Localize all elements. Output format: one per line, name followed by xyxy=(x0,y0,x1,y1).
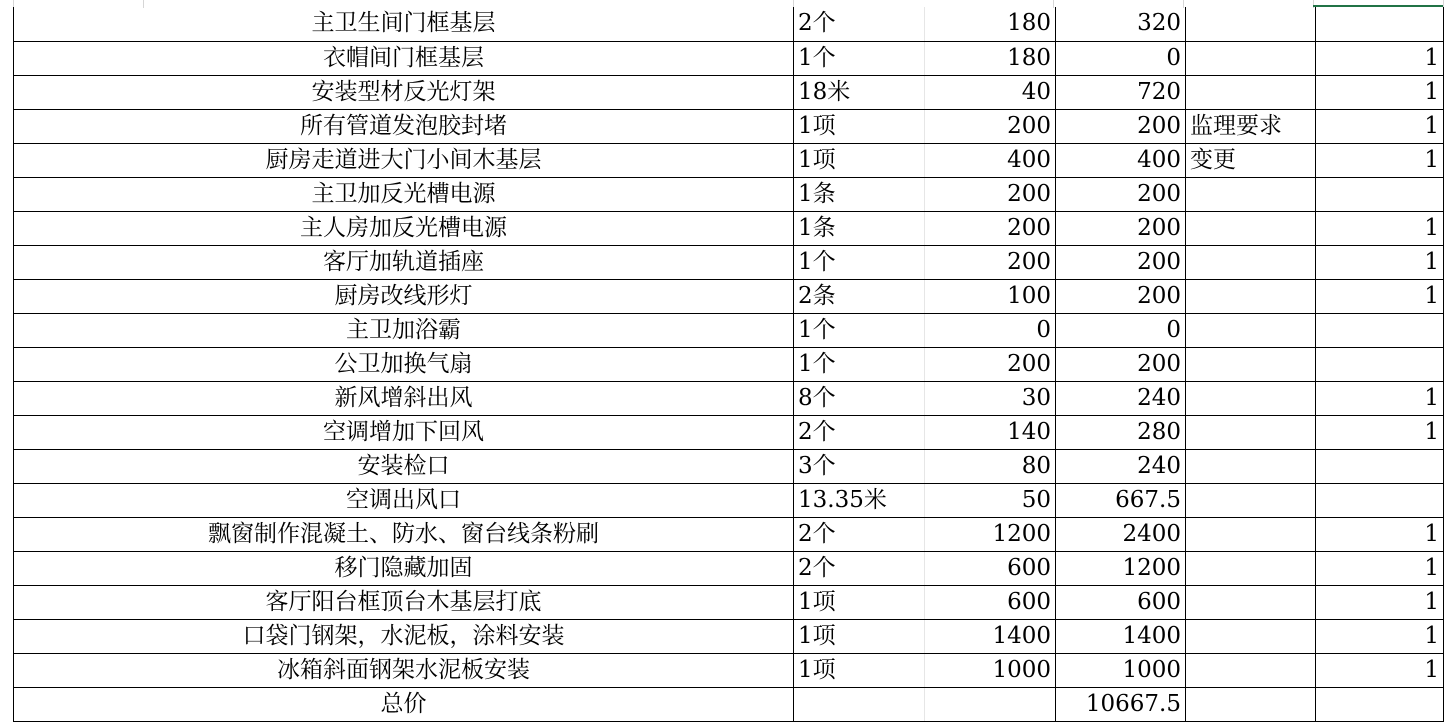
cell-flag[interactable]: 1 xyxy=(1316,585,1444,619)
cell-quantity[interactable]: 2个 xyxy=(794,7,925,41)
cell-note[interactable] xyxy=(1186,687,1316,721)
cell-item[interactable]: 厨房改线形灯 xyxy=(14,279,794,313)
cell-unit-price[interactable]: 80 xyxy=(925,449,1056,483)
table-row xyxy=(14,449,1444,483)
cell-note[interactable] xyxy=(1186,41,1316,75)
cell-quantity[interactable]: 1条 xyxy=(794,211,925,245)
cell-note[interactable] xyxy=(1186,75,1316,109)
cell-note[interactable] xyxy=(1186,347,1316,381)
cell-quantity[interactable]: 1项 xyxy=(794,619,925,653)
table-row xyxy=(14,313,1444,347)
cell-note[interactable] xyxy=(1186,653,1316,687)
cell-quantity[interactable]: 1项 xyxy=(794,585,925,619)
cell-item[interactable]: 空调出风口 xyxy=(14,483,794,517)
cell-total[interactable]: 200 xyxy=(1056,109,1186,143)
cell-item[interactable]: 厨房走道进大门小间木基层 xyxy=(14,143,794,177)
cell-quantity[interactable] xyxy=(794,687,925,721)
cell-unit-price[interactable]: 100 xyxy=(925,279,1056,313)
cell-total[interactable]: 200 xyxy=(1056,211,1186,245)
cell-quantity[interactable]: 1个 xyxy=(794,313,925,347)
cell-quantity[interactable]: 1项 xyxy=(794,143,925,177)
cell-quantity[interactable]: 8个 xyxy=(794,381,925,415)
table-row xyxy=(14,279,1444,313)
table-row xyxy=(14,551,1444,585)
cell-note[interactable] xyxy=(1186,415,1316,449)
cell-total[interactable]: 200 xyxy=(1056,347,1186,381)
cell-quantity[interactable]: 18米 xyxy=(794,75,925,109)
cell-unit-price[interactable]: 600 xyxy=(925,551,1056,585)
cell-flag[interactable]: 1 xyxy=(1316,517,1444,551)
cell-note[interactable] xyxy=(1186,585,1316,619)
cell-unit-price[interactable]: 600 xyxy=(925,585,1056,619)
cell-unit-price[interactable]: 200 xyxy=(925,109,1056,143)
cell-quantity[interactable]: 1项 xyxy=(794,653,925,687)
cell-note[interactable] xyxy=(1186,279,1316,313)
cell-flag[interactable] xyxy=(1316,449,1444,483)
cell-item[interactable]: 冰箱斜面钢架水泥板安装 xyxy=(14,653,794,687)
table-row xyxy=(14,245,1444,279)
cell-quantity[interactable]: 1个 xyxy=(794,347,925,381)
cell-note[interactable] xyxy=(1186,245,1316,279)
cell-quantity[interactable]: 2个 xyxy=(794,517,925,551)
cell-item[interactable]: 口袋门钢架，水泥板，涂料安装 xyxy=(14,619,794,653)
table-row xyxy=(14,347,1444,381)
cell-total[interactable]: 0 xyxy=(1056,313,1186,347)
cell-quantity[interactable]: 1个 xyxy=(794,245,925,279)
cell-flag[interactable]: 1 xyxy=(1316,279,1444,313)
summary-label-cell[interactable]: 总价 xyxy=(14,687,794,721)
cell-unit-price[interactable]: 1000 xyxy=(925,653,1056,687)
cell-item[interactable]: 主人房加反光槽电源 xyxy=(14,211,794,245)
cell-flag[interactable]: 1 xyxy=(1316,41,1444,75)
cell-note[interactable] xyxy=(1186,449,1316,483)
cell-note[interactable]: 监理要求 xyxy=(1186,109,1316,143)
cell-item[interactable]: 主卫加浴霸 xyxy=(14,313,794,347)
cell-total[interactable]: 1200 xyxy=(1056,551,1186,585)
cell-item[interactable]: 客厅加轨道插座 xyxy=(14,245,794,279)
cell-item[interactable]: 主卫生间门框基层 xyxy=(14,7,794,41)
cell-quantity[interactable]: 2条 xyxy=(794,279,925,313)
cell-note[interactable] xyxy=(1186,211,1316,245)
cell-item[interactable]: 空调增加下回风 xyxy=(14,415,794,449)
table-row xyxy=(14,177,1444,211)
cell-item[interactable]: 飘窗制作混凝土、防水、窗台线条粉刷 xyxy=(14,517,794,551)
table-row xyxy=(14,7,1444,41)
cell-item[interactable]: 衣帽间门框基层 xyxy=(14,41,794,75)
cell-flag[interactable]: 1 xyxy=(1316,381,1444,415)
cell-unit-price[interactable]: 0 xyxy=(925,313,1056,347)
cell-flag[interactable] xyxy=(1316,313,1444,347)
cell-total[interactable]: 667.5 xyxy=(1056,483,1186,517)
cell-quantity[interactable]: 2个 xyxy=(794,415,925,449)
grid-body xyxy=(14,7,1444,721)
cell-flag[interactable] xyxy=(1316,687,1444,721)
table-row xyxy=(14,653,1444,687)
data-grid xyxy=(13,7,1444,722)
cell-total[interactable]: 240 xyxy=(1056,449,1186,483)
cell-unit-price[interactable]: 200 xyxy=(925,347,1056,381)
cell-item[interactable]: 安装型材反光灯架 xyxy=(14,75,794,109)
cell-flag[interactable]: 1 xyxy=(1316,245,1444,279)
cell-note[interactable] xyxy=(1186,313,1316,347)
cell-total[interactable]: 200 xyxy=(1056,245,1186,279)
cell-total[interactable]: 320 xyxy=(1056,7,1186,41)
cell-unit-price[interactable] xyxy=(925,687,1056,721)
table-row xyxy=(14,415,1444,449)
cell-item[interactable]: 客厅阳台框顶台木基层打底 xyxy=(14,585,794,619)
cell-flag[interactable]: 1 xyxy=(1316,109,1444,143)
table-row xyxy=(14,483,1444,517)
cell-unit-price[interactable]: 1400 xyxy=(925,619,1056,653)
cell-note[interactable] xyxy=(1186,551,1316,585)
cell-note[interactable] xyxy=(1186,177,1316,211)
cell-total[interactable]: 1400 xyxy=(1056,619,1186,653)
table-row xyxy=(14,75,1444,109)
cell-item[interactable]: 公卫加换气扇 xyxy=(14,347,794,381)
table-row xyxy=(14,381,1444,415)
cell-flag[interactable]: 1 xyxy=(1316,653,1444,687)
cell-unit-price[interactable]: 200 xyxy=(925,245,1056,279)
cell-quantity[interactable]: 3个 xyxy=(794,449,925,483)
table-row xyxy=(14,41,1444,75)
table-row xyxy=(14,517,1444,551)
cell-item[interactable]: 主卫加反光槽电源 xyxy=(14,177,794,211)
cell-flag[interactable]: 1 xyxy=(1316,551,1444,585)
cell-flag[interactable] xyxy=(1316,483,1444,517)
cell-note[interactable] xyxy=(1186,517,1316,551)
cell-total[interactable]: 200 xyxy=(1056,279,1186,313)
cell-item[interactable]: 新风增斜出风 xyxy=(14,381,794,415)
cell-quantity[interactable]: 2个 xyxy=(794,551,925,585)
cell-total[interactable]: 280 xyxy=(1056,415,1186,449)
cell-unit-price[interactable]: 50 xyxy=(925,483,1056,517)
cell-unit-price[interactable]: 30 xyxy=(925,381,1056,415)
cell-flag[interactable]: 1 xyxy=(1316,75,1444,109)
cell-total[interactable]: 10667.5 xyxy=(1056,687,1186,721)
cell-flag[interactable]: 1 xyxy=(1316,143,1444,177)
cell-total[interactable]: 200 xyxy=(1056,177,1186,211)
cell-note[interactable] xyxy=(1186,619,1316,653)
cell-unit-price[interactable]: 1200 xyxy=(925,517,1056,551)
table-row xyxy=(14,211,1444,245)
cell-total[interactable]: 240 xyxy=(1056,381,1186,415)
cell-unit-price[interactable]: 180 xyxy=(925,41,1056,75)
table-row xyxy=(14,585,1444,619)
cell-total[interactable]: 2400 xyxy=(1056,517,1186,551)
cell-flag[interactable] xyxy=(1316,347,1444,381)
cell-quantity[interactable]: 1条 xyxy=(794,177,925,211)
cell-item[interactable]: 移门隐藏加固 xyxy=(14,551,794,585)
cell-flag[interactable]: 1 xyxy=(1316,211,1444,245)
cell-quantity[interactable]: 1个 xyxy=(794,41,925,75)
cell-item[interactable]: 所有管道发泡胶封堵 xyxy=(14,109,794,143)
cell-flag[interactable]: 1 xyxy=(1316,619,1444,653)
cell-unit-price[interactable]: 400 xyxy=(925,143,1056,177)
cell-note[interactable] xyxy=(1186,381,1316,415)
cell-total[interactable]: 1000 xyxy=(1056,653,1186,687)
cell-note[interactable] xyxy=(1186,7,1316,41)
cell-unit-price[interactable]: 140 xyxy=(925,415,1056,449)
cell-note[interactable]: 变更 xyxy=(1186,143,1316,177)
cell-total[interactable]: 600 xyxy=(1056,585,1186,619)
cell-flag[interactable] xyxy=(1316,7,1444,41)
cell-item[interactable]: 安装检口 xyxy=(14,449,794,483)
cell-total[interactable]: 400 xyxy=(1056,143,1186,177)
cell-quantity[interactable]: 13.35米 xyxy=(794,483,925,517)
cell-flag[interactable]: 1 xyxy=(1316,415,1444,449)
cell-total[interactable]: 720 xyxy=(1056,75,1186,109)
cell-note[interactable] xyxy=(1186,483,1316,517)
cell-unit-price[interactable]: 200 xyxy=(925,211,1056,245)
table-row xyxy=(14,109,1444,143)
cell-unit-price[interactable]: 180 xyxy=(925,7,1056,41)
cell-quantity[interactable]: 1项 xyxy=(794,109,925,143)
cell-unit-price[interactable]: 40 xyxy=(925,75,1056,109)
cell-unit-price[interactable]: 200 xyxy=(925,177,1056,211)
table-row xyxy=(14,619,1444,653)
cell-flag[interactable] xyxy=(1316,177,1444,211)
table-row xyxy=(14,143,1444,177)
cell-total[interactable]: 0 xyxy=(1056,41,1186,75)
summary-row xyxy=(14,687,1444,721)
